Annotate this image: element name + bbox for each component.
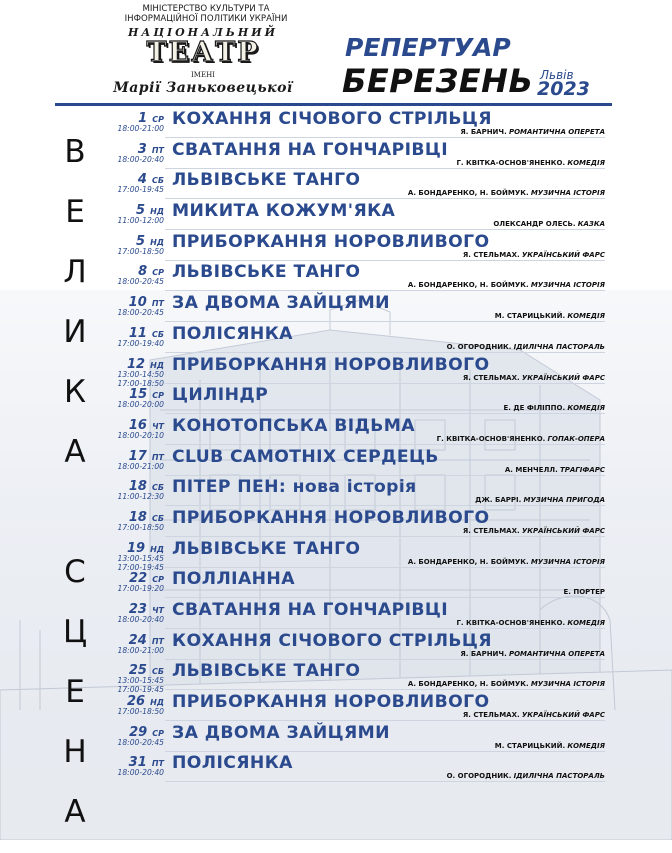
day-number: 25 <box>128 663 147 679</box>
page-header <box>0 0 672 108</box>
weekday: СР <box>152 391 164 401</box>
play-credit <box>460 128 605 137</box>
day-line <box>100 141 164 155</box>
show-time: 18:00-21:00 <box>117 461 164 471</box>
date-block <box>100 202 164 225</box>
play-title[interactable]: ЛЬВІВСЬКЕ ТАНГО <box>172 262 361 283</box>
date-block <box>100 478 164 501</box>
day-line <box>100 509 164 523</box>
day-line <box>100 233 164 247</box>
page-title: РЕПЕРТУАР <box>345 33 511 62</box>
play-credit <box>456 619 605 628</box>
play-genre: ГОПАК-ОПЕРА <box>547 434 605 443</box>
logo-teatr: ТЕАТР <box>146 37 260 68</box>
show-time: 17:00-19:45 <box>117 562 164 572</box>
play-title[interactable]: ПІТЕР ПЕН: нова історія <box>172 477 417 498</box>
day-line <box>100 540 164 554</box>
play-author: А. МЕНЧЕЛЛ. <box>504 465 558 474</box>
schedule-row[interactable] <box>0 200 672 231</box>
day-number: 16 <box>128 417 147 433</box>
show-time: 17:00-18:50 <box>117 246 164 256</box>
play-author: Г. КВІТКА-ОСНОВ'ЯНЕНКО. <box>456 158 566 167</box>
play-genre: УКРАЇНСЬКИЙ ФАРС <box>521 711 605 720</box>
weekday: СР <box>152 728 164 738</box>
stage-letter: В <box>64 134 86 170</box>
day-line <box>100 662 164 679</box>
date-block <box>100 263 164 286</box>
schedule-row[interactable] <box>0 538 672 572</box>
date-block <box>100 356 164 388</box>
play-credit <box>475 496 605 505</box>
day-number: 26 <box>126 694 146 710</box>
day-number: 4 <box>137 172 147 188</box>
weekday: НД <box>150 698 164 708</box>
day-line <box>100 754 164 771</box>
play-credit <box>447 772 605 781</box>
show-time: 13:00-15:45 <box>117 553 164 563</box>
day-line <box>100 202 164 219</box>
play-title[interactable]: ПРИБОРКАННЯ НОРОВЛИВОГО <box>172 507 490 528</box>
play-title[interactable]: ПРИБОРКАННЯ НОРОВЛИВОГО <box>172 354 490 375</box>
day-number: 11 <box>128 325 147 341</box>
logo-name: Марії Заньковецької <box>113 80 293 96</box>
day-line <box>100 110 164 124</box>
play-author: А. БОНДАРЕНКО, Н. БОЙМУК. <box>407 680 529 689</box>
schedule-row[interactable] <box>0 660 672 695</box>
schedule-row[interactable] <box>0 415 672 446</box>
play-genre: УКРАЇНСЬКИЙ ФАРС <box>521 526 605 535</box>
play-title[interactable]: ПРИБОРКАННЯ НОРОВЛИВОГО <box>172 692 490 713</box>
date-block <box>100 754 164 777</box>
play-genre: КОМЕДІЯ <box>567 158 605 167</box>
date-block <box>100 632 164 655</box>
day-number: 5 <box>136 203 146 219</box>
day-number: 1 <box>138 111 148 126</box>
day-number: 29 <box>129 724 148 740</box>
weekday: ПТ <box>151 145 164 155</box>
date-block <box>100 724 164 747</box>
day-line <box>100 325 164 339</box>
day-line <box>100 171 164 188</box>
play-title[interactable]: ЛЬВІВСЬКЕ ТАНГО <box>172 538 361 559</box>
play-credit <box>460 650 605 659</box>
day-line <box>100 294 164 311</box>
day-line <box>100 417 164 431</box>
day-line <box>100 693 164 710</box>
schedule-row[interactable] <box>0 354 672 388</box>
stage-letter: А <box>64 794 86 830</box>
day-number: 18 <box>128 509 147 525</box>
play-credit <box>495 312 605 321</box>
schedule-row[interactable] <box>0 446 672 477</box>
ministry-caption: МІНІСТЕРСТВО КУЛЬТУРИ ТА ІНФОРМАЦІЙНОЇ ПОЛІТИКИ УКРАЇНИ <box>124 4 288 24</box>
weekday: ПТ <box>151 299 164 309</box>
schedule-row[interactable] <box>0 568 672 599</box>
schedule-row[interactable] <box>0 752 672 783</box>
play-genre: УКРАЇНСЬКИЙ ФАРС <box>521 373 605 382</box>
play-author: Е. ДЕ ФІЛІППО. <box>503 404 566 413</box>
theatre-logo <box>108 26 298 100</box>
play-credit <box>503 404 605 413</box>
weekday: СР <box>152 115 164 124</box>
play-genre: МУЗИЧНА ПРИГОДА <box>523 496 605 505</box>
schedule-row[interactable] <box>0 722 672 753</box>
row-divider <box>165 781 605 782</box>
date-block <box>100 448 164 471</box>
schedule-row[interactable] <box>0 231 672 262</box>
play-author: Я. СТЕЛЬМАХ. <box>462 526 520 535</box>
show-time: 11:00-12:00 <box>117 216 164 226</box>
date-block <box>100 693 164 716</box>
show-time: 17:00-19:45 <box>117 185 164 195</box>
play-credit <box>463 251 605 260</box>
play-genre: КОМЕДІЯ <box>567 741 605 750</box>
play-credit <box>408 281 605 290</box>
play-credit <box>463 527 605 536</box>
play-genre: ТРАГІФАРС <box>559 465 605 474</box>
stage-letter: Ц <box>62 614 88 650</box>
play-title[interactable]: ПОЛІСЯНКА <box>172 753 293 774</box>
play-author: А. БОНДАРЕНКО, Н. БОЙМУК. <box>407 281 529 290</box>
weekday: НД <box>150 237 164 247</box>
stage-letter: И <box>63 314 87 350</box>
day-line <box>100 478 164 495</box>
play-author: Я. БАРНИЧ. <box>460 128 507 136</box>
stage-letter: К <box>63 374 86 410</box>
play-title[interactable]: МИКИТА КОЖУМ'ЯКА <box>172 201 396 222</box>
date-block <box>100 233 164 256</box>
show-time: 18:00-20:40 <box>117 154 164 164</box>
show-time: 18:00-20:40 <box>117 768 164 778</box>
schedule-row[interactable] <box>0 476 672 507</box>
day-number: 31 <box>128 755 147 771</box>
play-title[interactable]: ЛЬВІВСЬКЕ ТАНГО <box>172 170 361 191</box>
show-time: 17:00-19:20 <box>117 584 164 594</box>
weekday: ЧТ <box>152 606 164 615</box>
play-credit <box>456 159 605 168</box>
show-time: 18:00-21:00 <box>117 124 164 133</box>
year-label: 2023 <box>537 78 590 100</box>
date-block <box>100 141 164 164</box>
play-genre: МУЗИЧНА ІСТОРІЯ <box>530 281 605 290</box>
play-title[interactable]: СВАТАННЯ НА ГОНЧАРІВЦІ <box>172 600 449 620</box>
show-time: 18:00-20:10 <box>117 430 164 440</box>
weekday: ЧТ <box>152 421 164 431</box>
play-genre: МУЗИЧНА ІСТОРІЯ <box>530 557 605 566</box>
day-line <box>100 356 164 370</box>
date-block <box>100 601 164 624</box>
schedule-row[interactable] <box>0 384 672 415</box>
play-author: Я. СТЕЛЬМАХ. <box>462 250 520 259</box>
play-author: О. ОГОРОДНИК. <box>446 342 512 351</box>
play-credit <box>408 558 605 567</box>
play-title[interactable]: КОНОТОПСЬКА ВІДЬМА <box>172 415 415 436</box>
schedule-row[interactable] <box>0 507 672 538</box>
play-author: Г. КВІТКА-ОСНОВ'ЯНЕНКО. <box>456 619 566 627</box>
weekday: СБ <box>152 667 164 677</box>
play-genre: КОМЕДІЯ <box>567 619 605 627</box>
show-time: 17:00-18:50 <box>117 707 164 717</box>
schedule-row[interactable] <box>0 261 672 292</box>
date-block <box>100 570 164 593</box>
date-block <box>100 294 164 317</box>
play-genre: УКРАЇНСЬКИЙ ФАРС <box>521 250 605 259</box>
play-credit <box>447 343 605 352</box>
date-block <box>100 386 164 409</box>
day-number: 18 <box>128 479 147 495</box>
play-author: А. БОНДАРЕНКО, Н. БОЙМУК. <box>407 189 529 198</box>
logo-imeni: ІМЕНІ <box>191 71 215 79</box>
play-author: ДЖ. БАРРІ. <box>475 496 522 505</box>
play-credit <box>437 435 605 444</box>
date-block <box>100 417 164 440</box>
show-time: 17:00-18:50 <box>117 522 164 532</box>
weekday: СБ <box>152 329 164 339</box>
play-title[interactable]: ЗА ДВОМА ЗАЙЦЯМИ <box>172 293 390 314</box>
play-title[interactable]: ПРИБОРКАННЯ НОРОВЛИВОГО <box>172 231 490 252</box>
play-author: ОЛЕКСАНДР ОЛЕСЬ. <box>493 220 576 229</box>
play-author: Г. КВІТКА-ОСНОВ'ЯНЕНКО. <box>436 434 546 443</box>
show-time: 18:00-20:45 <box>117 308 164 318</box>
schedule-row[interactable] <box>0 691 672 722</box>
day-line <box>100 601 164 615</box>
play-title[interactable]: СВАТАННЯ НА ГОНЧАРІВЦІ <box>172 139 449 160</box>
weekday: ПТ <box>151 636 164 646</box>
play-title[interactable]: CLUB САМОТНІХ СЕРДЕЦЬ <box>172 446 439 467</box>
weekday: СР <box>152 268 164 278</box>
show-time: 13:00-15:45 <box>117 676 164 686</box>
day-number: 5 <box>136 233 146 249</box>
play-author: Я. БАРНИЧ. <box>460 649 507 658</box>
play-credit <box>408 189 605 198</box>
day-line <box>100 263 164 280</box>
day-number: 17 <box>128 448 147 464</box>
weekday: ПТ <box>151 452 164 462</box>
day-line <box>100 448 164 462</box>
play-title[interactable]: ПОЛЛІАННА <box>172 569 295 590</box>
play-credit <box>463 374 605 383</box>
show-time: 13:00-14:50 <box>117 369 164 379</box>
day-number: 19 <box>126 540 146 556</box>
play-genre: КОМЕДІЯ <box>567 404 605 413</box>
weekday: СР <box>152 575 164 585</box>
day-number: 8 <box>138 264 148 280</box>
stage-letter: Н <box>63 734 87 770</box>
show-time: 18:00-20:00 <box>117 400 164 410</box>
play-credit <box>493 220 605 229</box>
show-time: 18:00-20:45 <box>117 737 164 747</box>
play-genre: РОМАНТИЧНА ОПЕРЕТА <box>508 649 605 658</box>
play-author: М. СТАРИЦЬКИЙ. <box>494 312 566 321</box>
day-number: 15 <box>129 387 148 403</box>
date-block <box>100 540 164 572</box>
day-number: 3 <box>137 141 147 157</box>
day-line <box>100 386 164 403</box>
play-genre: КОМЕДІЯ <box>567 312 605 321</box>
stage-letter: С <box>64 554 86 590</box>
day-line <box>100 632 164 646</box>
play-title[interactable]: ЛЬВІВСЬКЕ ТАНГО <box>172 661 361 682</box>
schedule-row[interactable] <box>0 323 672 354</box>
weekday: НД <box>150 207 164 217</box>
play-title[interactable]: ЦИЛІНДР <box>172 385 269 406</box>
show-time: 18:00-20:45 <box>117 277 164 287</box>
schedule-list <box>0 108 672 783</box>
play-genre: ІДИЛІЧНА ПАСТОРАЛЬ <box>513 772 605 781</box>
schedule-row[interactable] <box>0 169 672 200</box>
play-author: Я. СТЕЛЬМАХ. <box>462 711 520 720</box>
show-time: 17:00-18:50 <box>117 378 164 388</box>
city-label: Львів <box>540 68 574 82</box>
show-time: 11:00-12:30 <box>117 492 164 502</box>
play-genre: МУЗИЧНА ІСТОРІЯ <box>530 680 605 689</box>
day-number: 12 <box>126 356 146 372</box>
show-time: 18:00-20:40 <box>117 615 164 624</box>
play-credit <box>408 680 605 689</box>
show-time: 18:00-21:00 <box>117 645 164 655</box>
header-divider <box>55 103 612 106</box>
date-block <box>100 509 164 532</box>
schedule-row[interactable] <box>0 630 672 661</box>
play-author: О. ОГОРОДНИК. <box>446 772 512 781</box>
date-block <box>100 662 164 694</box>
weekday: СБ <box>152 176 164 186</box>
date-block <box>100 110 164 133</box>
play-title[interactable]: КОХАННЯ СІЧОВОГО СТРІЛЬЦЯ <box>172 630 492 651</box>
weekday: НД <box>150 544 164 554</box>
play-credit <box>463 711 605 720</box>
date-block <box>100 171 164 194</box>
stage-letter: А <box>64 434 86 470</box>
weekday: СБ <box>152 513 164 523</box>
stage-letter: Л <box>63 254 87 290</box>
day-number: 10 <box>128 295 147 311</box>
weekday: НД <box>150 360 164 370</box>
play-credit <box>505 466 605 475</box>
play-title[interactable]: ЗА ДВОМА ЗАЙЦЯМИ <box>172 722 390 743</box>
weekday: СБ <box>152 483 164 493</box>
weekday: ПТ <box>151 759 164 769</box>
day-line <box>100 570 164 587</box>
schedule-row[interactable] <box>0 599 672 630</box>
schedule-row[interactable] <box>0 139 672 170</box>
schedule-row[interactable] <box>0 292 672 323</box>
day-number: 24 <box>128 632 147 648</box>
play-credit <box>563 588 605 597</box>
play-author: Е. ПОРТЕР <box>563 588 605 597</box>
play-author: А. БОНДАРЕНКО, Н. БОЙМУК. <box>407 557 529 566</box>
play-genre: ІДИЛІЧНА ПАСТОРАЛЬ <box>513 342 605 351</box>
stage-letter: Е <box>65 194 85 230</box>
play-genre: КАЗКА <box>577 220 605 229</box>
show-time: 17:00-19:45 <box>117 685 164 695</box>
play-genre: МУЗИЧНА ІСТОРІЯ <box>530 189 605 198</box>
day-line <box>100 724 164 738</box>
play-title[interactable]: КОХАННЯ СІЧОВОГО СТРІЛЬЦЯ <box>172 109 492 129</box>
play-author: Я. СТЕЛЬМАХ. <box>462 373 520 382</box>
play-author: М. СТАРИЦЬКИЙ. <box>494 741 566 750</box>
day-number: 23 <box>128 602 147 617</box>
play-genre: РОМАНТИЧНА ОПЕРЕТА <box>508 128 605 136</box>
date-block <box>100 325 164 348</box>
show-time: 17:00-19:40 <box>117 338 164 348</box>
play-title[interactable]: ПОЛІСЯНКА <box>172 323 293 344</box>
logo-national: НАЦІОНАЛЬНИЙ <box>127 26 279 39</box>
stage-letter: Е <box>65 674 85 710</box>
day-number: 22 <box>129 571 148 587</box>
month-title: БЕРЕЗЕНЬ <box>342 62 534 100</box>
play-credit <box>495 742 605 751</box>
schedule-row[interactable] <box>0 108 672 139</box>
